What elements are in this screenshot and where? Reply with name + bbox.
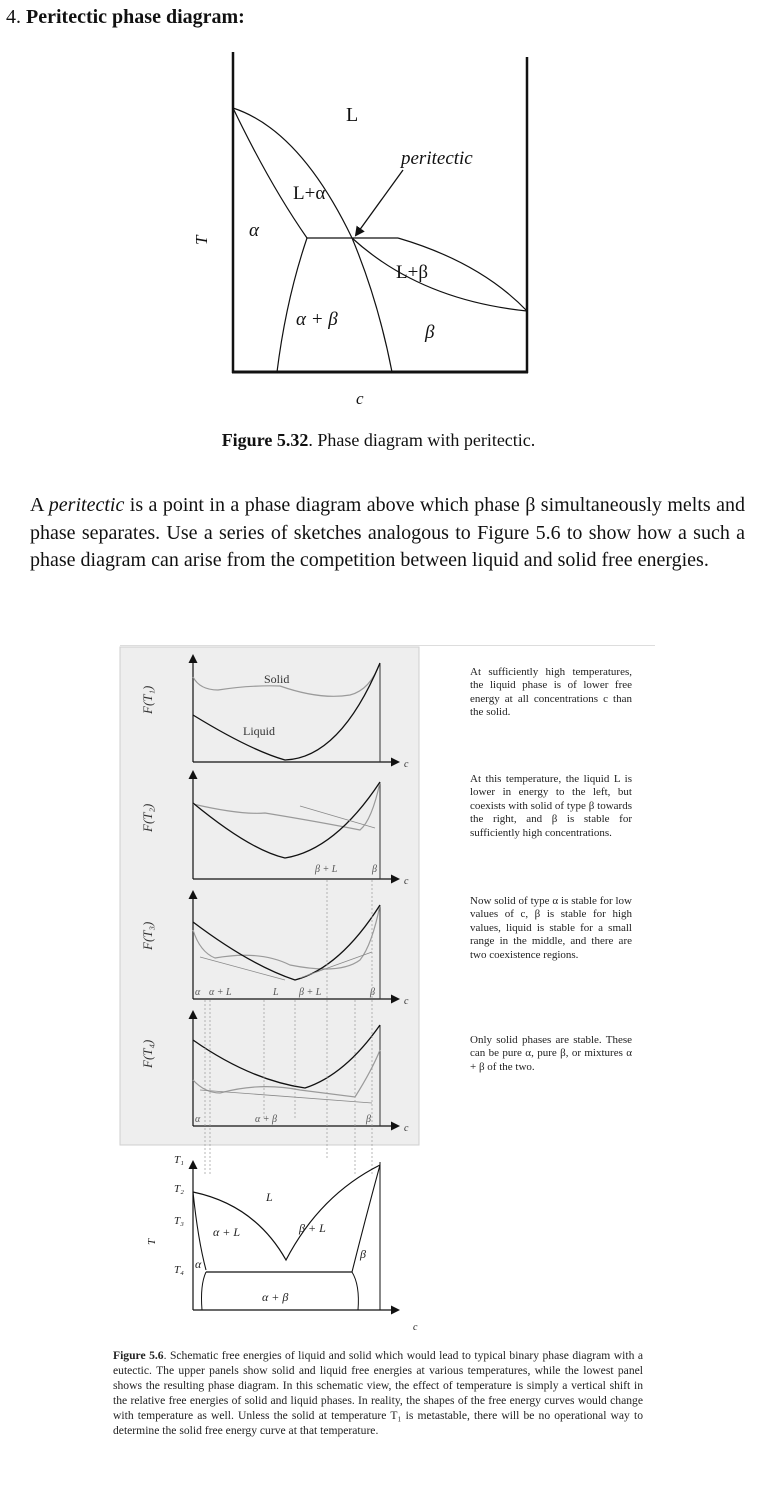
label-liquid: Liquid xyxy=(243,724,275,738)
pd-label-alpha: α xyxy=(195,1257,202,1271)
pd-T4: T₄ xyxy=(174,1264,184,1276)
panel-4-label-alpha-beta: α + β xyxy=(255,1114,277,1125)
label-beta: β xyxy=(425,322,435,343)
figure-5-32-caption-label: Figure 5.32 xyxy=(221,430,309,450)
panel-4-ylabel: F(T₄) xyxy=(140,1039,155,1068)
label-T: T xyxy=(192,235,211,245)
label-alpha: α xyxy=(249,220,259,241)
energy-panels-background xyxy=(120,647,419,1145)
label-peritectic: peritectic xyxy=(401,148,473,169)
label-L: L xyxy=(346,104,359,126)
pd-liquidus xyxy=(193,1165,380,1260)
pd-T-axis-label: T xyxy=(146,1238,158,1245)
panel-2-label-beta-L: β + L xyxy=(315,864,338,875)
problem-title: Peritectic phase diagram: xyxy=(26,6,245,28)
pd-label-alpha-beta: α + β xyxy=(262,1290,289,1304)
eutectic-phase-diagram xyxy=(146,1154,418,1333)
panel-4-c: c xyxy=(404,1123,409,1134)
figure-5-6-caption-label: Figure 5.6 xyxy=(113,1349,164,1362)
pd-T1: T₁ xyxy=(174,1154,184,1166)
panel-2-c: c xyxy=(404,876,409,887)
label-L-beta: L+β xyxy=(396,262,428,283)
pd-solidus-beta xyxy=(352,1165,380,1272)
panel-3-label-L: L xyxy=(273,987,279,998)
figure-5-32-caption-text: . Phase diagram with peritectic. xyxy=(308,430,536,450)
panel-1-note: At sufficiently high temperatures, the liquid phase is of lower free energy at all concentrations c than the solid. xyxy=(470,666,632,719)
panel-3-label-alpha-L: α + L xyxy=(209,987,232,998)
panel-3-label-beta-L: β + L xyxy=(299,987,322,998)
pd-label-L: L xyxy=(266,1190,273,1204)
pd-label-beta-L: β + L xyxy=(299,1221,326,1235)
label-L-alpha: L+α xyxy=(293,183,326,204)
panel-2-note: At this temperature, the liquid L is lower in energy to the left, but coexists with solid of type β towards the right, and β is stable for sufficiently high concentrations. xyxy=(470,773,632,839)
pd-T2: T₂ xyxy=(174,1183,184,1195)
panel-4-label-beta: β xyxy=(366,1114,371,1125)
panel-4-note: Only solid phases are stable. These can be pure α, pure β, or mixtures α + β of the two. xyxy=(470,1034,632,1073)
pd-label-alpha-L: α + L xyxy=(213,1225,241,1239)
panel-3-label-beta: β xyxy=(370,987,375,998)
paragraph-rest: is a point in a phase diagram above which phase β simultaneously melts and phase separates. Use a series of sketches analogous to Figure 5.6 to show how a such a phase diagram can arise from the competition between liquid and solid free energies. xyxy=(30,494,746,571)
pd-solvus-alpha xyxy=(202,1272,207,1310)
pd-label-c: c xyxy=(413,1322,418,1333)
label-solid: Solid xyxy=(264,672,290,686)
label-c: c xyxy=(356,389,364,408)
panel-3-c: c xyxy=(404,996,409,1007)
figure-top-rule xyxy=(120,645,655,646)
pd-label-beta: β xyxy=(360,1247,366,1261)
problem-number: 4. xyxy=(6,6,21,28)
panel-3-label-alpha: α xyxy=(195,987,201,998)
paragraph-term: peritectic xyxy=(48,494,125,516)
panel-3-ylabel: F(T₃) xyxy=(140,921,155,950)
panel-3-note: Now solid of type α is stable for low values of c, β is stable for high values, liquid is stable for a small range in the middle, and there are two coexistence regions. xyxy=(470,895,632,961)
figure-5-6-caption xyxy=(113,1348,643,1439)
figure-5-6-caption-text: . Schematic free energies of liquid and solid which would lead to typical binary phase diagram with a eutectic. The upper panels show solid and liquid free energies at various temperatures, while the lowest panel shows the resulting phase diagram. In this schematic view, the effect of temperature is simply a vertical shift in the relative free energies of solid and liquid phases. In reality, the shapes of the free energy curves would change with temperature as well. Unless the solid at temperature T₁ is metastable, there will be no operational way to determine the solid free energy curve at that temperature. xyxy=(113,1349,643,1438)
panel-2-label-beta: β xyxy=(372,864,377,875)
panel-1-ylabel: F(T₁) xyxy=(140,685,155,714)
pd-solvus-beta xyxy=(352,1272,358,1310)
paragraph-start: A xyxy=(30,494,49,516)
panel-4-label-alpha: α xyxy=(195,1114,201,1125)
pd-T3: T₃ xyxy=(174,1215,184,1227)
panel-1-c: c xyxy=(404,759,409,770)
panel-2-ylabel: F(T₂) xyxy=(140,803,155,832)
label-alpha-beta: α + β xyxy=(296,309,338,330)
